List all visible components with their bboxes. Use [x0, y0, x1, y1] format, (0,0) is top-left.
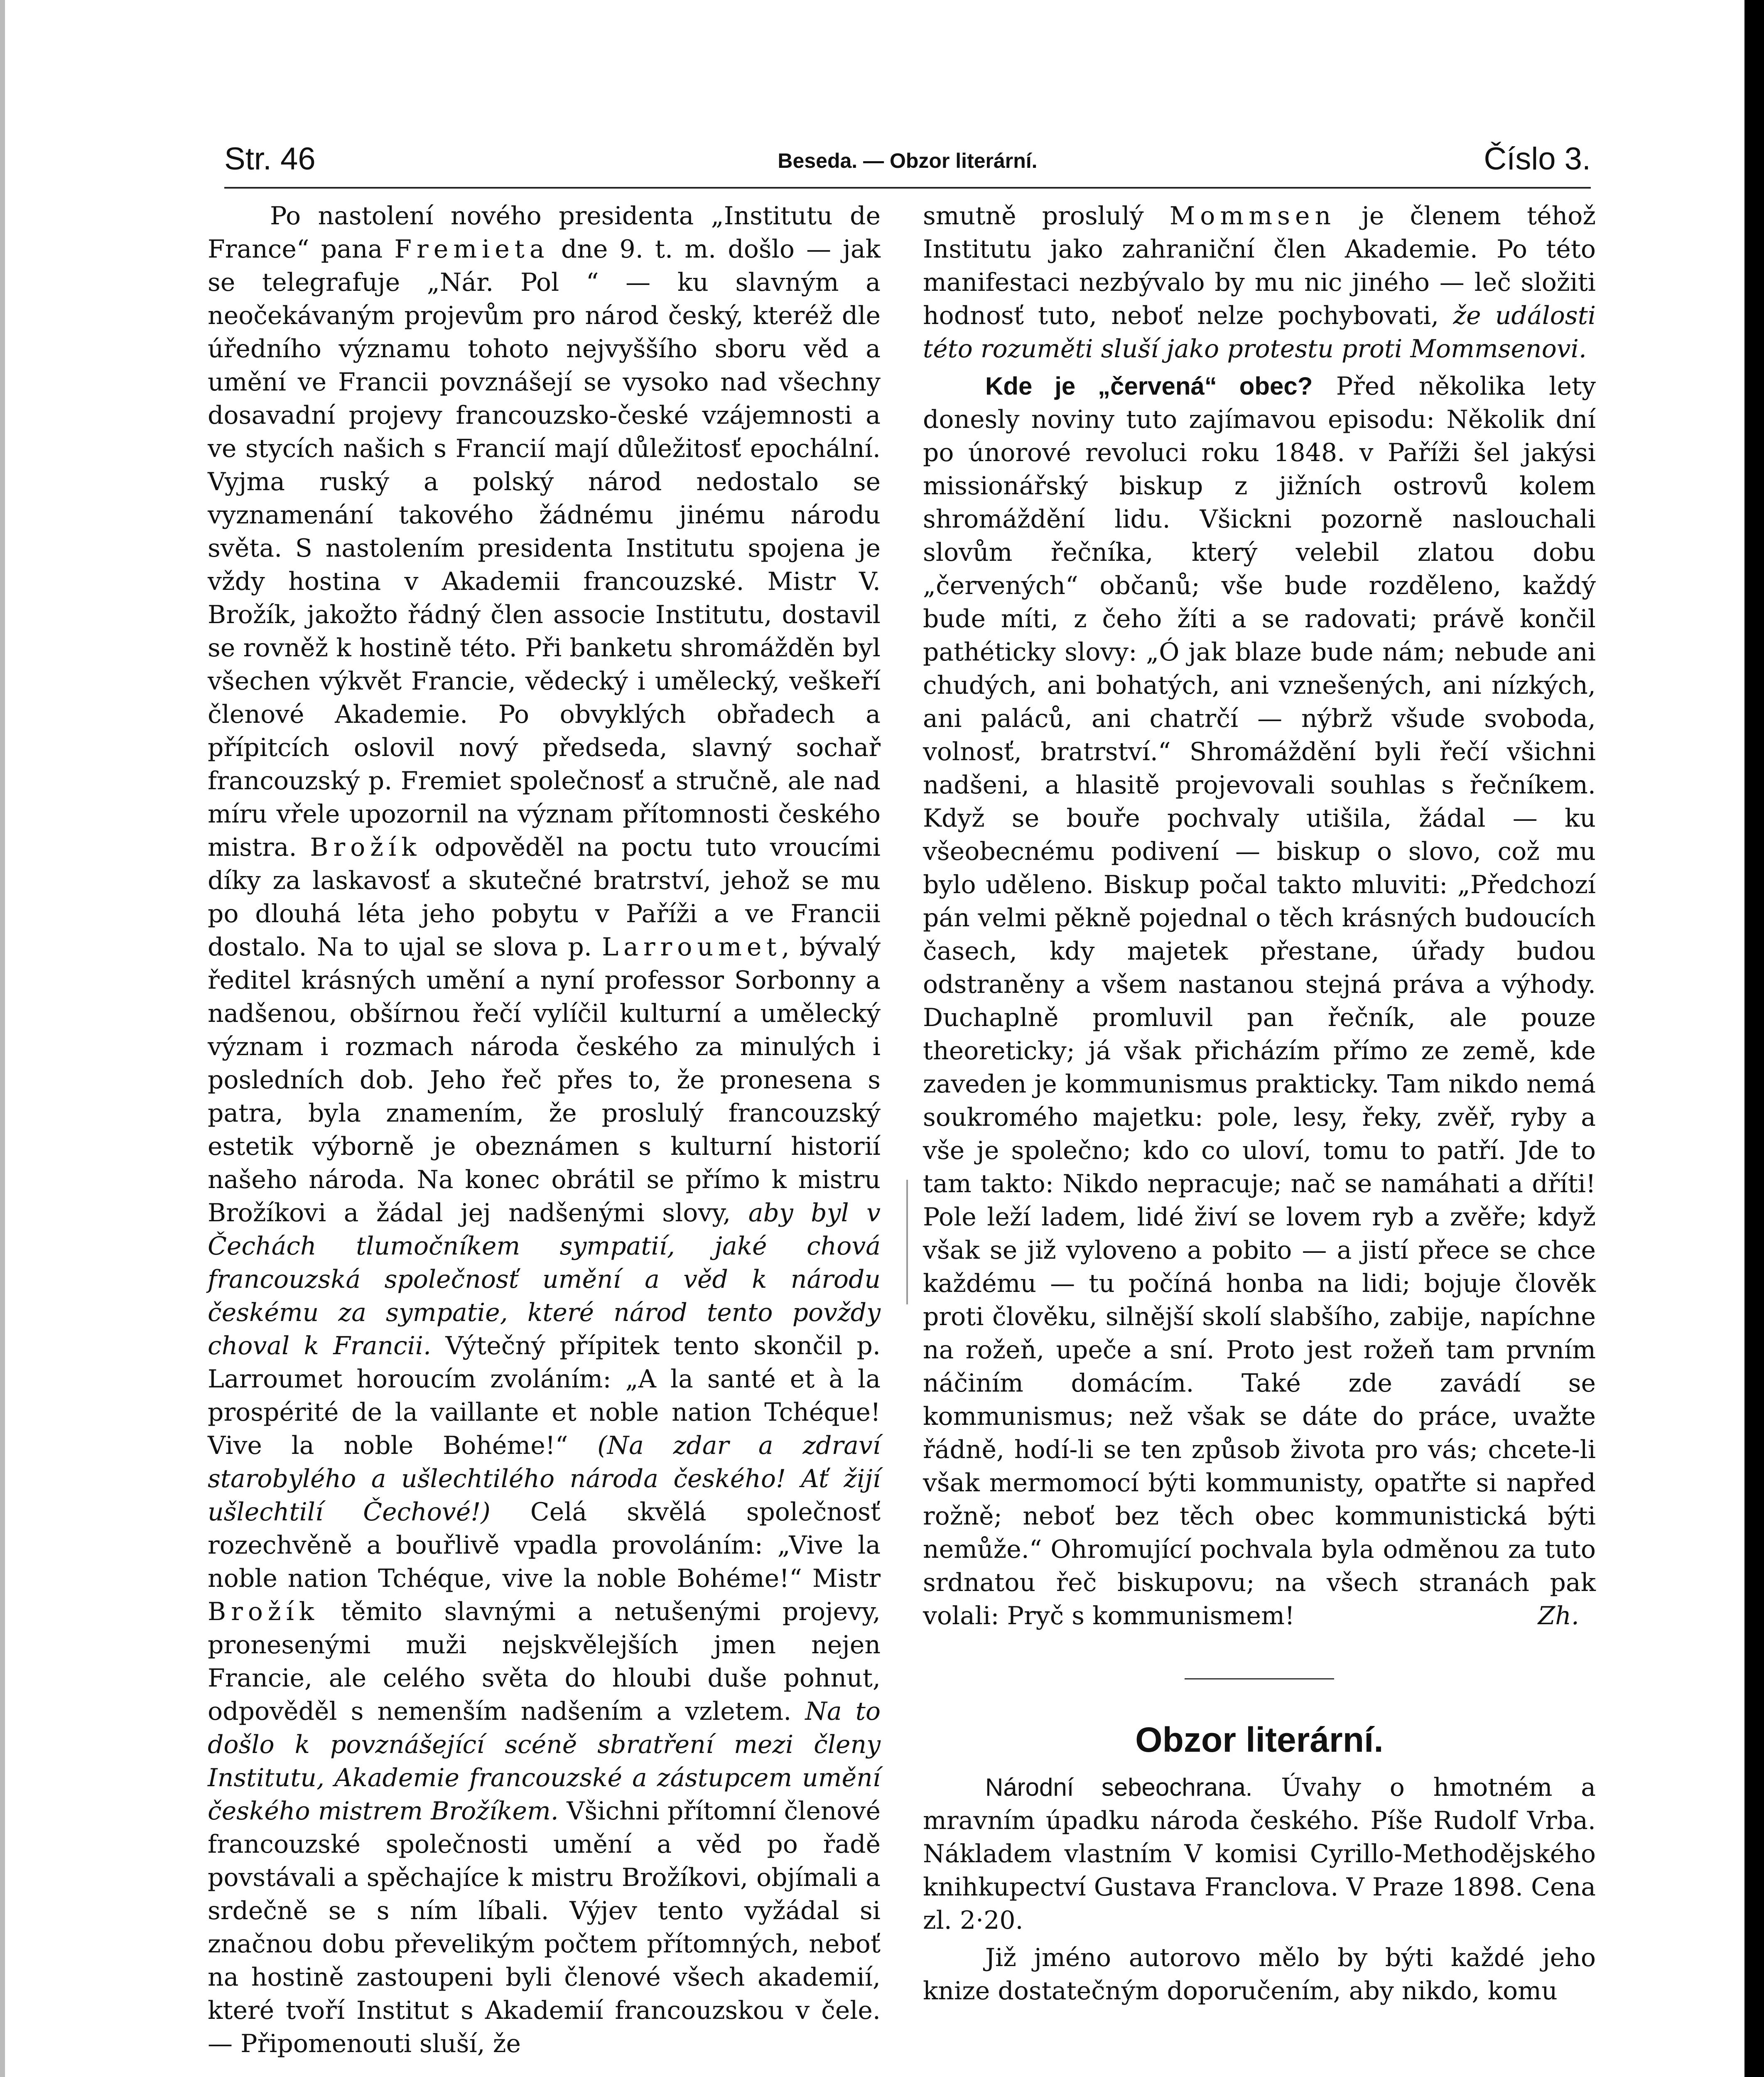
italic-emphasis: Na to došlo k povznášející scéně sbratření mezi členy Institutu, Akademie francouzské a zástupcem umění českého mistrem Brožíkem.	[208, 1697, 881, 1826]
issue-number: Číslo 3.	[1484, 141, 1591, 177]
page-number: Str. 46	[224, 141, 316, 177]
running-title: Beseda. — Obzor literární.	[778, 149, 1038, 172]
name-brozik: Brožík	[310, 833, 422, 862]
italic-protest: že události této rozuměti sluší jako protestu proti Mommsenovi.	[923, 301, 1596, 363]
book-title: Národní sebeochrana.	[985, 1773, 1253, 1801]
column-divider	[906, 1180, 908, 1304]
author-signature: Zh.	[1538, 1601, 1579, 1630]
right-column	[923, 199, 1596, 2008]
left-column	[208, 199, 881, 2060]
scan-edge	[0, 0, 5, 2077]
page-header	[224, 125, 1591, 189]
article-continuation: smutně proslulý Mommsen je členem téhož Institutu jako zahraniční člen Akademie. Po této manifestaci nezbývalo by mu nic jiného — leč složiti hodnosť tuto, neboť nelze pochybovati, že události této rozuměti sluší jako protestu proti Mommsenovi.	[923, 201, 1596, 363]
name-brozik-2: Brožík	[208, 1597, 319, 1626]
name-mommsen: Mommsen	[1169, 201, 1336, 231]
italic-quote: aby byl v Čechách tlumočníkem sympatií, jaké chová francouzská společnosť umění a věd k národu českému za sympatie, které národ tento povždy choval k Francii.	[208, 1198, 881, 1360]
italic-translation: (Na zdar a zdraví starobylého a ušlechtilého národa českého! Ať žijí ušlechtilí Čechové!)	[208, 1431, 881, 1527]
section-title: Obzor literární.	[1135, 1720, 1384, 1759]
review-body: Již jméno autorovo mělo by býti každé jeho knize dostatečným doporučením, aby nikdo, komu	[923, 1943, 1596, 2006]
section-divider	[1185, 1678, 1334, 1679]
story-paragraph: Kde je „červená“ obec? Před několika lety donesly noviny tuto zajímavou episodu: Několik dní po únorové revoluci roku 1848. v Paříži šel jakýsi missionářský biskup z jižních ostrovů kolem shromáždění lidu. Všickni pozorně naslouchali slovům řečníka, který velebil zlatou dobu „červených“ občanů; vše bude rozděleno, každý bude míti, z čeho žíti a se radovati; právě končil pathéticky slovy: „Ó jak blaze bude nám; nebude ani chudých, ani bohatých, ani vznešených, ani nízkých, ani paláců, ani chatrčí — nýbrž všude svoboda, volnosť, bratrství.“ Shromáždění byli řečí všichni nadšeni, a hlasitě projevovali souhlas s řečníkem. Když se bouře pochvaly utišila, žádal — ku všeobecnému podivení — biskup o slovo, což mu bylo uděleno. Biskup počal takto mluviti: „Předchozí pán velmi pěkně pojednal o těch krásných budoucích časech, kdy majetek přestane, úřady budou odstraněny a všem nastanou stejná práva a výhody. Duchaplně promluvil pan řečník, ale pouze theoreticky; já však přicházím přímo ze země, kde zaveden je kommunismus prakticky. Tam nikdo nemá soukromého majetku: pole, lesy, řeky, zvěř, ryby a vše je společno; kdo co uloví, tomu to patří. Jde to tam takto: Nikdo nepracuje; nač se namáhati a dříti! Pole leží ladem, lidé živí se lovem ryb a zvěře; když však se již vyloveno a pobito — a jistí přece se chce každému — tu počíná honba na lidi; bojuje člověk proti člověku, silnější skolí slabšího, zabije, napíchne na rožeň, upeče a sní. Proto jest rožeň tam prvním náčiním domácím. Také zde zavádí se kommunismus; než však se dáte do práce, uvažte řádně, hodí-li se ten způsob života pro vás; chcete-li však mermomocí býti kommunisty, opatřte si napřed rožně; neboť bez těch obec kommunistická býti nemůže.“ Ohromující pochvala byla odměnou za tuto srdnatou řeč biskupovu; na všech stranách pak volali: Pryč s kommunismem! Zh.	[923, 370, 1596, 1633]
name-larroumet: Larroumet	[602, 933, 782, 962]
name-fremiet: Fremieta	[394, 235, 550, 264]
review-paragraph: Národní sebeochrana. Úvahy o hmotném a mravním úpadku národa českého. Píše Rudolf Vrba. Nákladem vlastním V komisi Cyrillo-Methodějského knihkupectví Gustava Franclova. V Praze 1898. Cena zl. 2·20.	[923, 1773, 1596, 1935]
story-heading: Kde je „červená“ obec?	[985, 372, 1313, 400]
article-paragraph: Po nastolení nového presidenta „Institutu de France“ pana Fremieta dne 9. t. m. došlo — jak se telegrafuje „Nár. Pol “ — ku slavným a neočekávaným projevům pro národ český, kteréž dle úředního významu tohoto nejvyššího sboru věd a umění ve Francii povznášejí se vysoko nad všechny dosavadní projevy francouzsko-české vzájemnosti a ve stycích našich s Francií mají důležitosť epochální. Vyjma ruský a polský národ nedostalo se vyznamenání takového žádnému jinému národu světa. S nastolením presidenta Institutu spojena je vždy hostina v Akademii francouzské. Mistr V. Brožík, jakožto řádný člen associe Institutu, dostavil se rovněž k hostině této. Při banketu shromážděn byl všechen výkvět Francie, vědecký i umělecký, veškeří členové Akademie. Po obvyklých obřadech a přípitcích oslovil nový předseda, slavný sochař francouzský p. Fremiet společnosť a stručně, ale nad míru vřele upozornil na význam přítomnosti českého mistra. Brožík odpověděl na poctu tuto vroucími díky za laskavosť a skutečné bratrství, jehož se mu po dlouhá léta jeho pobytu v Paříži a ve Francii dostalo. Na to ujal se slova p. Larroumet, bývalý ředitel krásných umění a nyní professor Sorbonny a nadšenou, obšírnou řečí vylíčil kulturní a umělecký význam i rozmach národa českého za minulých i posledních dob. Jeho řeč přes to, že pronesena s patra, byla znamením, že proslulý francouzský estetik výborně je obeznámen s kulturní historií našeho národa. Na konec obrátil se přímo k mistru Brožíkovi a žádal jej nadšenými slovy, aby byl v Čechách tlumočníkem sympatií, jaké chová francouzská společnosť umění a věd k národu českému za sympatie, které národ tento povždy choval k Francii. Výtečný přípitek tento skončil p. Larroumet horoucím zvoláním: „A la santé et à la prospérité de la vaillante et noble nation Tchéque! Vive la noble Bohéme!“ (Na zdar a zdraví starobylého a ušlechtilého národa českého! Ať žijí ušlechtilí Čechové!) Celá skvělá společnosť rozechvěně a bouřlivě vpadla provoláním: „Vive la noble nation Tchéque, vive la noble Bohéme!“ Mistr Brožík těmito slavnými a netušenými projevy, pronesenými muži nejskvělejších jmen nejen Francie, ale celého světa do hloubi duše pohnut, odpověděl s nemenším nadšením a vzletem. Na to došlo k povznášející scéně sbratření mezi členy Institutu, Akademie francouzské a zástupcem umění českého mistrem Brožíkem. Všichni přítomní členové francouzské společnosti umění a věd po řadě povstávali a spěchajíce k mistru Brožíkovi, objímali a srdečně se s ním líbali. Výjev tento vyžádal si značnou dobu převelikým počtem přítomných, neboť na hostině zastoupeni byli členové všech akademií, které tvoří Institut s Akademií francouzskou v čele. — Připomenouti sluší, že	[208, 201, 881, 2058]
